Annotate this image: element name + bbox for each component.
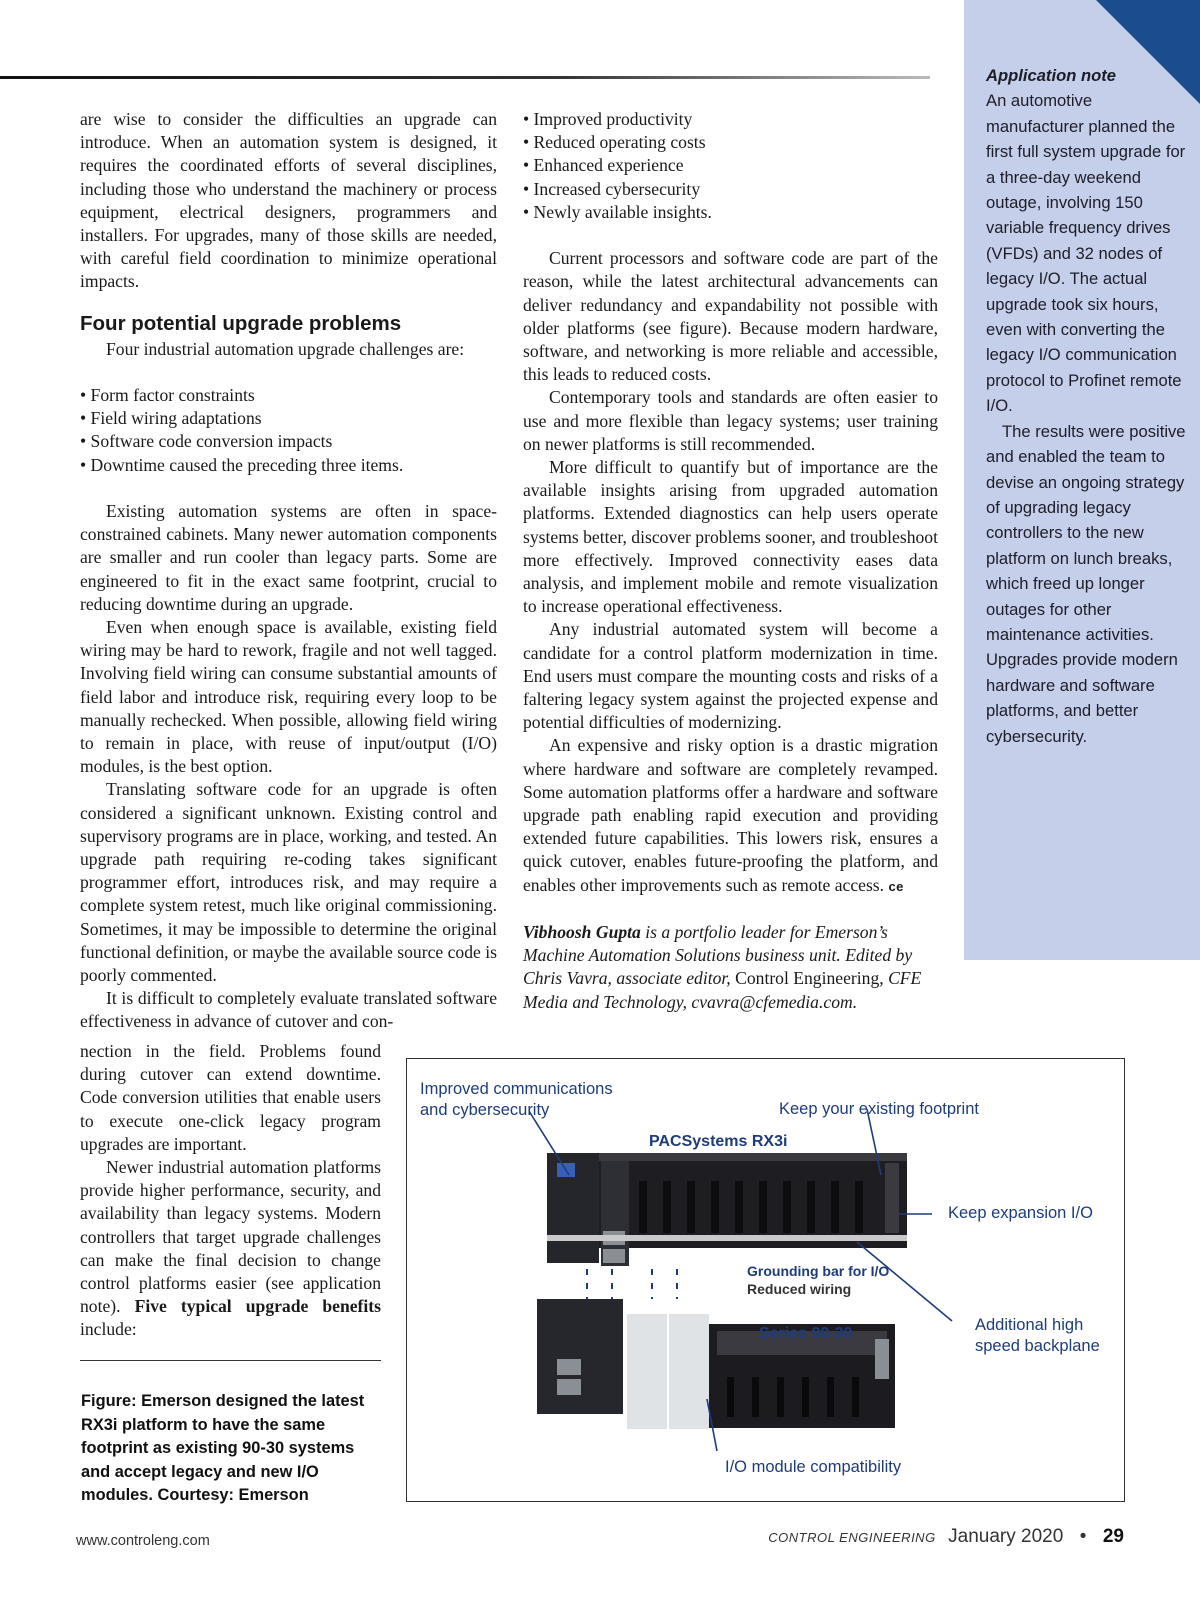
- benefits-emphasis: Five typical upgrade benefits: [134, 1296, 381, 1317]
- list-item: • Software code conversion impacts: [80, 431, 333, 452]
- figure-box: [406, 1058, 1125, 1502]
- list-item: • Newly available insights.: [523, 201, 712, 222]
- body-paragraph: Existing automation systems are often in space-constrained cabinets. Many newer automation components are smaller and run cooler than legacy parts. Some are engineered to fit in the exact same footprint, crucial to reducing downtime during an upgrade.: [80, 501, 497, 614]
- label-backplane-line2: speed backplane: [975, 1337, 1100, 1355]
- page-footer: [768, 1526, 1124, 1548]
- magazine-name: CONTROL ENGINEERING: [768, 1530, 936, 1545]
- application-note-title: Application note: [986, 66, 1116, 85]
- body-paragraph: Contemporary tools and standards are often easier to use and more flexible than legacy systems; user training on newer platforms is still recommended.: [523, 387, 938, 454]
- application-note-paragraph: An automotive manufacturer planned the first full system upgrade for a three-day weekend outage, involving 150 variable frequency drives (VFDs) and 32 nodes of legacy I/O. The actual upgrade took six hours, even with converting the legacy I/O communication protocol to Profinet remote I/O.: [986, 91, 1186, 416]
- list-item: • Enhanced experience: [523, 155, 684, 176]
- label-comms-line1: Improved communications: [420, 1080, 613, 1098]
- problems-list: [80, 384, 497, 477]
- issue-date: January 2020: [948, 1526, 1064, 1547]
- body-paragraph: Even when enough space is available, existing field wiring may be hard to rework, fragile and not well tagged. Involving field wiring can consume substantial amounts of field labor and introduce risk, requiring every loop to be manually rechecked. When possible, allowing field wiring to remain in place, with reuse of input/output (I/O) modules, is the best option.: [80, 617, 497, 777]
- article-column-2: [523, 108, 938, 1014]
- end-mark: ce: [888, 878, 904, 894]
- list-item: • Increased cybersecurity: [523, 178, 701, 199]
- footer-separator: •: [1079, 1526, 1087, 1547]
- benefits-list: [523, 108, 938, 224]
- label-grounding: Grounding bar for I/O: [747, 1263, 890, 1279]
- caption-rule: [80, 1360, 381, 1361]
- label-footprint: Keep your existing footprint: [779, 1100, 979, 1118]
- figure-caption: Figure: Emerson designed the latest RX3i platform to have the same footprint as existing 90-30 systems and accept legacy and new I/O modules. Courtesy: Emerson: [81, 1392, 365, 1504]
- list-item: • Field wiring adaptations: [80, 408, 262, 429]
- series-90-30-rack: [537, 1299, 895, 1429]
- label-expansion: Keep expansion I/O: [948, 1204, 1093, 1222]
- body-paragraph: nection in the field. Problems found during cutover can extend downtime. Code conversion utilities that enable users to execute one-click legacy program upgrades are important.: [80, 1041, 381, 1154]
- body-paragraph: Any industrial automated system will become a candidate for a control platform modernization in time. End users must compare the mounting costs and risks of a faltering legacy system against the projected expense and potential difficulties of modernizing.: [523, 619, 938, 733]
- body-paragraph: are wise to consider the difficulties an upgrade can introduce. When an automation system is designed, it requires the coordinated efforts of several disciplines, including those who understand the machinery or process equipment, electrical designers, programmers and installers. For upgrades, many of those skills are needed, with careful field coordination to minimize operational impacts.: [80, 109, 497, 292]
- label-comms-line2: and cybersecurity: [420, 1101, 550, 1119]
- body-paragraph: It is difficult to completely evaluate translated software effectiveness in advance of cutover and con-: [80, 988, 497, 1032]
- author-bio: Vibhoosh Gupta is a portfolio leader for Emerson’s Machine Automation Solutions business unit. Edited by Chris Vavra, associate editor, Control Engineering, CFE Media and Technology, cvavra@cfemedia.com.: [523, 922, 922, 1012]
- label-series-90-30: Series 90-30: [759, 1325, 853, 1342]
- list-item: • Downtime caused the preceding three items.: [80, 454, 404, 475]
- application-note-paragraph: The results were positive and enabled the team to devise an ongoing strategy of upgrading legacy controllers to the new platform on lunch breaks, which freed up longer outages for other maintenance activities. Upgrades provide modern hardware and software platforms, and better cybersecurity.: [986, 421, 1186, 746]
- body-paragraph: Current processors and software code are part of the reason, while the latest architectural advancements can deliver redundancy and expandability not possible with older platforms (see figure). Because modern hardware, software, and networking is more reliable and accessible, this leads to reduced costs.: [523, 248, 938, 385]
- list-item: • Reduced operating costs: [523, 132, 706, 153]
- list-item: • Form factor constraints: [80, 385, 255, 406]
- body-paragraph: An expensive and risky option is a drastic migration where hardware and software are completely revamped. Some automation platforms offer a hardware and software upgrade path enabling rapid execution and providing extended future capabilities. This lowers risk, ensures a quick cutover, enables future-proofing the platform, and enables other improvements such as remote access. ce: [523, 735, 938, 895]
- article-column-1-narrow: [80, 1040, 381, 1342]
- article-column-1: [80, 108, 497, 1034]
- body-paragraph: Four industrial automation upgrade challenges are:: [106, 338, 465, 359]
- rx3i-rack: [547, 1153, 907, 1266]
- body-paragraph: Translating software code for an upgrade is often considered a significant unknown. Existing control and supervisory programs are in place, working, and tested. An upgrade path requiring re-coding takes significant programmer effort, introduces risk, and may require a complete system retest, much like original commissioning. Sometimes, it may be impossible to determine the original functional definition, or maybe the available source code is poorly commented.: [80, 779, 497, 986]
- label-rx3i: PACSystems RX3i: [649, 1133, 788, 1150]
- section-heading: Four potential upgrade problems: [80, 311, 402, 335]
- top-rule: [0, 76, 930, 79]
- label-backplane-line1: Additional high: [975, 1316, 1084, 1334]
- list-item: • Improved productivity: [523, 109, 693, 129]
- body-paragraph: More difficult to quantify but of importance are the available insights arising from upgraded automation platforms. Extended diagnostics can help users operate systems better, discover problems sooner, and troubleshoot more effectively. Improved connectivity eases data analysis, and implement mobile and remote visualization to increase operational effectiveness.: [523, 457, 938, 617]
- website-url: www.controleng.com: [76, 1533, 210, 1549]
- page-number: 29: [1102, 1526, 1124, 1547]
- author-name: Vibhoosh Gupta: [523, 922, 641, 943]
- application-note: [986, 63, 1186, 749]
- label-io-compatibility: I/O module compatibility: [725, 1458, 902, 1476]
- label-reduced-wiring: Reduced wiring: [747, 1281, 852, 1297]
- body-paragraph: Newer industrial automation platforms provide higher performance, security, and availability than legacy systems. Modern controllers that target upgrade challenges can make the final decision to change control platforms easier (see application note). Five typical upgrade benefits include:: [80, 1157, 381, 1340]
